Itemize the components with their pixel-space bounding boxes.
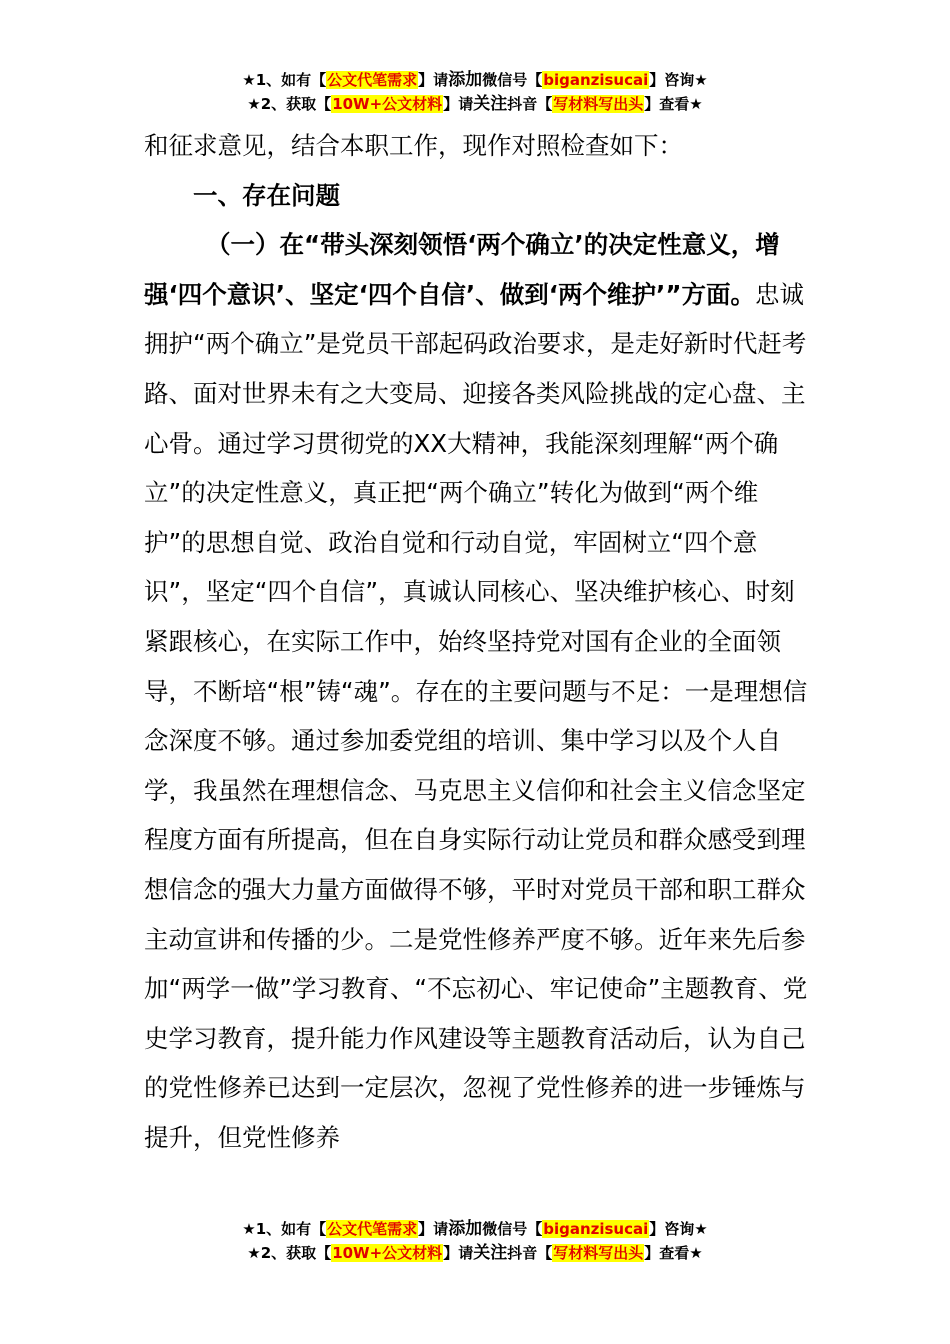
promo-text: 抖音【 [507, 1244, 553, 1262]
promo-text: 】查看★ [644, 95, 703, 113]
promo-text: 】查看★ [644, 1244, 703, 1262]
promo-line-2 [0, 1241, 950, 1265]
document-body [144, 121, 812, 1162]
promo-highlight: biganzisucai [543, 71, 649, 89]
promo-text: 】咨询★ [649, 71, 708, 89]
promo-text: 抖音【 [507, 95, 553, 113]
promo-text: ★2、获取【 [247, 95, 332, 113]
promo-highlight: 公文代笔需求 [327, 71, 418, 89]
promo-text: 】请 [418, 71, 449, 89]
promo-text: ★1、如有【 [242, 71, 327, 89]
promo-highlight: 10W+公文材料 [332, 95, 443, 113]
section-heading: 一、存在问题 [193, 180, 340, 210]
intro-paragraph: 和征求意见，结合本职工作，现作对照检查如下： [144, 131, 683, 160]
promo-text: 】咨询★ [649, 1220, 708, 1238]
promo-highlight: 10W+公文材料 [332, 1244, 443, 1262]
promo-emphasis: 添加 [448, 70, 483, 90]
promo-line-2 [0, 92, 950, 116]
promo-line-1 [0, 68, 950, 92]
promo-highlight: biganzisucai [543, 1220, 649, 1238]
promo-emphasis: 添加 [448, 1219, 483, 1239]
promo-line-1 [0, 1217, 950, 1241]
promo-text: 】请 [443, 1244, 474, 1262]
promo-highlight: 写材料写出头 [553, 1244, 644, 1262]
promo-emphasis: 关注 [473, 94, 508, 114]
item-body: 忠诚拥护“两个确立”是党员干部起码政治要求，是走好新时代赶考路、面对世界未有之大变局、迎接各类风险挑战的定心盘、主心骨。通过学习贯彻党的XX大精神，我能深刻理解“两个确立”的决定性意义，真正把“两个确立”转化为做到“两个维护”的思想自觉、政治自觉和行动自觉，牢固树立“四个意识”，坚定“四个自信”，真诚认同核心、坚决维护核心、时刻紧跟核心，在实际工作中，始终坚持党对国有企业的全面领导，不断培“根”铸“魂”。存在的主要问题与不足：一是理想信念深度不够。通过参加委党组的培训、集中学习以及个人自学，我虽然在理想信念、马克思主义信仰和社会主义信念坚定程度方面有所提高，但在自身实际行动让党员和群众感受到理想信念的强大力量方面做得不够，平时对党员干部和职工群众主动宣讲和传播的少。二是党性修养严度不够。近年来先后参加“两学一做”学习教育、“不忘初心、牢记使命”主题教育、党史学习教育，提升能力作风建设等主题教育活动后，认为自己的党性修养已达到一定层次，忽视了党性修养的进一步锤炼与提升，但党性修养 [144, 279, 808, 1152]
promo-highlight: 公文代笔需求 [327, 1220, 418, 1238]
promo-text: 微信号【 [482, 71, 543, 89]
promo-text: 】请 [418, 1220, 449, 1238]
promo-text: 微信号【 [482, 1220, 543, 1238]
promo-text: 】请 [443, 95, 474, 113]
item-paragraph [144, 220, 812, 1162]
promo-text: ★2、获取【 [247, 1244, 332, 1262]
promo-emphasis: 关注 [473, 1243, 508, 1263]
promo-text: ★1、如有【 [242, 1220, 327, 1238]
promo-banner-bottom [0, 1217, 950, 1265]
promo-banner-top [0, 68, 950, 116]
item-heading: （一）在“带头深刻领悟‘两个确立’的决定性意义，增强‘四个意识’、坚定‘四个自信’、做到‘两个维护’”方面。 [144, 230, 780, 309]
promo-highlight: 写材料写出头 [553, 95, 644, 113]
